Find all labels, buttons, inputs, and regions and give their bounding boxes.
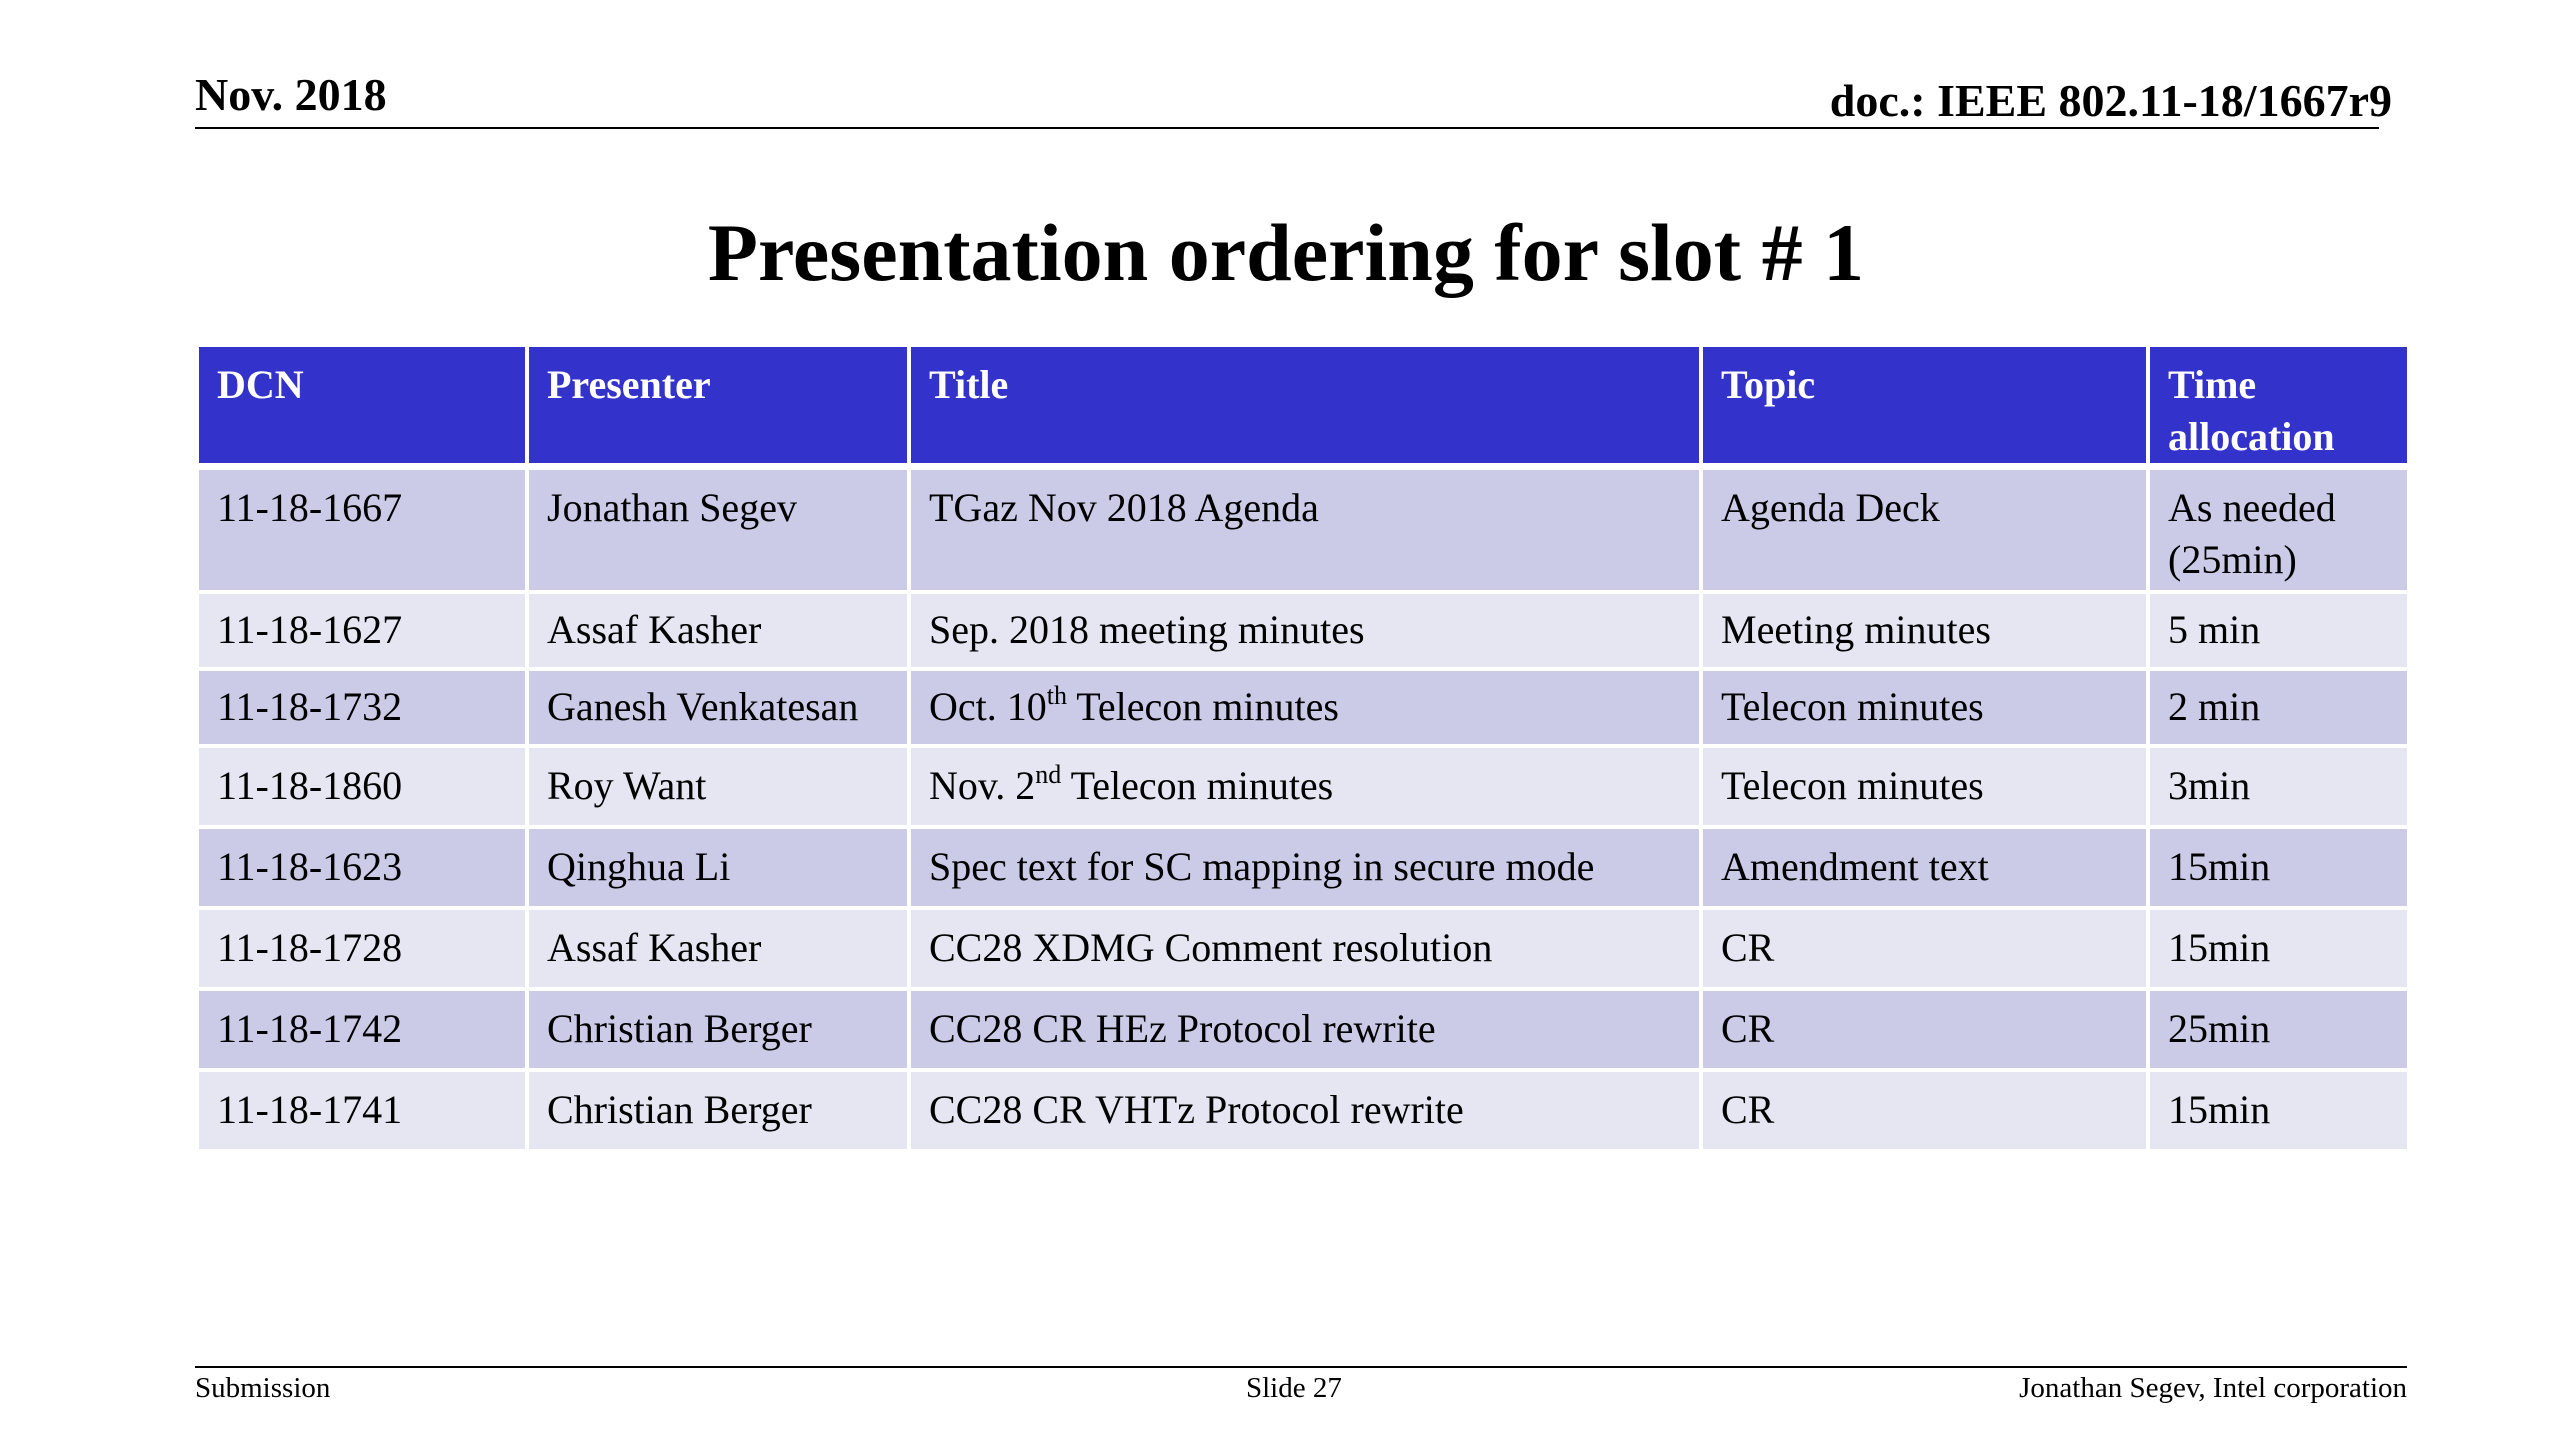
footer-submission: Submission xyxy=(195,1372,331,1404)
cell-topic: Meeting minutes xyxy=(1701,592,2148,669)
header-divider xyxy=(195,127,2379,129)
ordinal-suffix: nd xyxy=(1035,760,1062,789)
cell-topic: CR xyxy=(1701,1070,2148,1151)
column-header-time-allocation: Time allocation xyxy=(2148,345,2409,467)
cell-topic: Telecon minutes xyxy=(1701,669,2148,746)
table-row xyxy=(197,592,2409,669)
cell-title: TGaz Nov 2018 Agenda xyxy=(909,467,1701,593)
column-header-topic: Topic xyxy=(1701,345,2148,467)
column-header-title: Title xyxy=(909,345,1701,467)
cell-title: CC28 CR VHTz Protocol rewrite xyxy=(909,1070,1701,1151)
cell-presenter: Christian Berger xyxy=(527,989,909,1070)
cell-dcn: 11-18-1667 xyxy=(197,467,527,593)
cell-title: Sep. 2018 meeting minutes xyxy=(909,592,1701,669)
cell-title xyxy=(909,746,1701,827)
cell-presenter: Ganesh Venkatesan xyxy=(527,669,909,746)
cell-topic: CR xyxy=(1701,989,2148,1070)
cell-title: CC28 XDMG Comment resolution xyxy=(909,908,1701,989)
table-row xyxy=(197,467,2409,593)
title-text: Telecon minutes xyxy=(1067,684,1339,729)
cell-title: CC28 CR HEz Protocol rewrite xyxy=(909,989,1701,1070)
cell-title xyxy=(909,669,1701,746)
table-row xyxy=(197,827,2409,908)
footer-divider xyxy=(195,1366,2407,1368)
ordinal-suffix: th xyxy=(1046,681,1067,710)
header-date: Nov. 2018 xyxy=(195,69,387,120)
cell-time: 15min xyxy=(2148,827,2409,908)
column-header-dcn: DCN xyxy=(197,345,527,467)
cell-presenter: Jonathan Segev xyxy=(527,467,909,593)
footer-author: Jonathan Segev, Intel corporation xyxy=(2019,1372,2407,1404)
cell-topic: Telecon minutes xyxy=(1701,746,2148,827)
title-text: Nov. 2 xyxy=(929,763,1036,808)
title-text: Oct. 10 xyxy=(929,684,1047,729)
cell-dcn: 11-18-1860 xyxy=(197,746,527,827)
cell-time: 15min xyxy=(2148,908,2409,989)
footer-slide-number: Slide 27 xyxy=(1246,1372,1342,1404)
cell-presenter: Christian Berger xyxy=(527,1070,909,1151)
cell-time: 2 min xyxy=(2148,669,2409,746)
title-text: Telecon minutes xyxy=(1061,763,1334,808)
cell-presenter: Qinghua Li xyxy=(527,827,909,908)
cell-time: 5 min xyxy=(2148,592,2409,669)
cell-dcn: 11-18-1732 xyxy=(197,669,527,746)
cell-dcn: 11-18-1728 xyxy=(197,908,527,989)
cell-presenter: Assaf Kasher xyxy=(527,908,909,989)
cell-time: As needed (25min) xyxy=(2148,467,2409,593)
cell-time: 3min xyxy=(2148,746,2409,827)
cell-dcn: 11-18-1741 xyxy=(197,1070,527,1151)
schedule-table xyxy=(195,343,2411,1153)
slide-title: Presentation ordering for slot # 1 xyxy=(707,207,1865,298)
cell-topic: Agenda Deck xyxy=(1701,467,2148,593)
cell-presenter: Assaf Kasher xyxy=(527,592,909,669)
cell-dcn: 11-18-1742 xyxy=(197,989,527,1070)
header-doc-id: doc.: IEEE 802.11-18/1667r9 xyxy=(1829,75,2392,126)
table-row xyxy=(197,746,2409,827)
cell-topic: CR xyxy=(1701,908,2148,989)
cell-presenter: Roy Want xyxy=(527,746,909,827)
cell-dcn: 11-18-1623 xyxy=(197,827,527,908)
table-row xyxy=(197,989,2409,1070)
table-row xyxy=(197,908,2409,989)
table-header-row xyxy=(197,345,2409,467)
column-header-presenter: Presenter xyxy=(527,345,909,467)
cell-dcn: 11-18-1627 xyxy=(197,592,527,669)
table-row xyxy=(197,1070,2409,1151)
table-row xyxy=(197,669,2409,746)
cell-time: 15min xyxy=(2148,1070,2409,1151)
cell-title: Spec text for SC mapping in secure mode xyxy=(909,827,1701,908)
cell-topic: Amendment text xyxy=(1701,827,2148,908)
cell-time: 25min xyxy=(2148,989,2409,1070)
